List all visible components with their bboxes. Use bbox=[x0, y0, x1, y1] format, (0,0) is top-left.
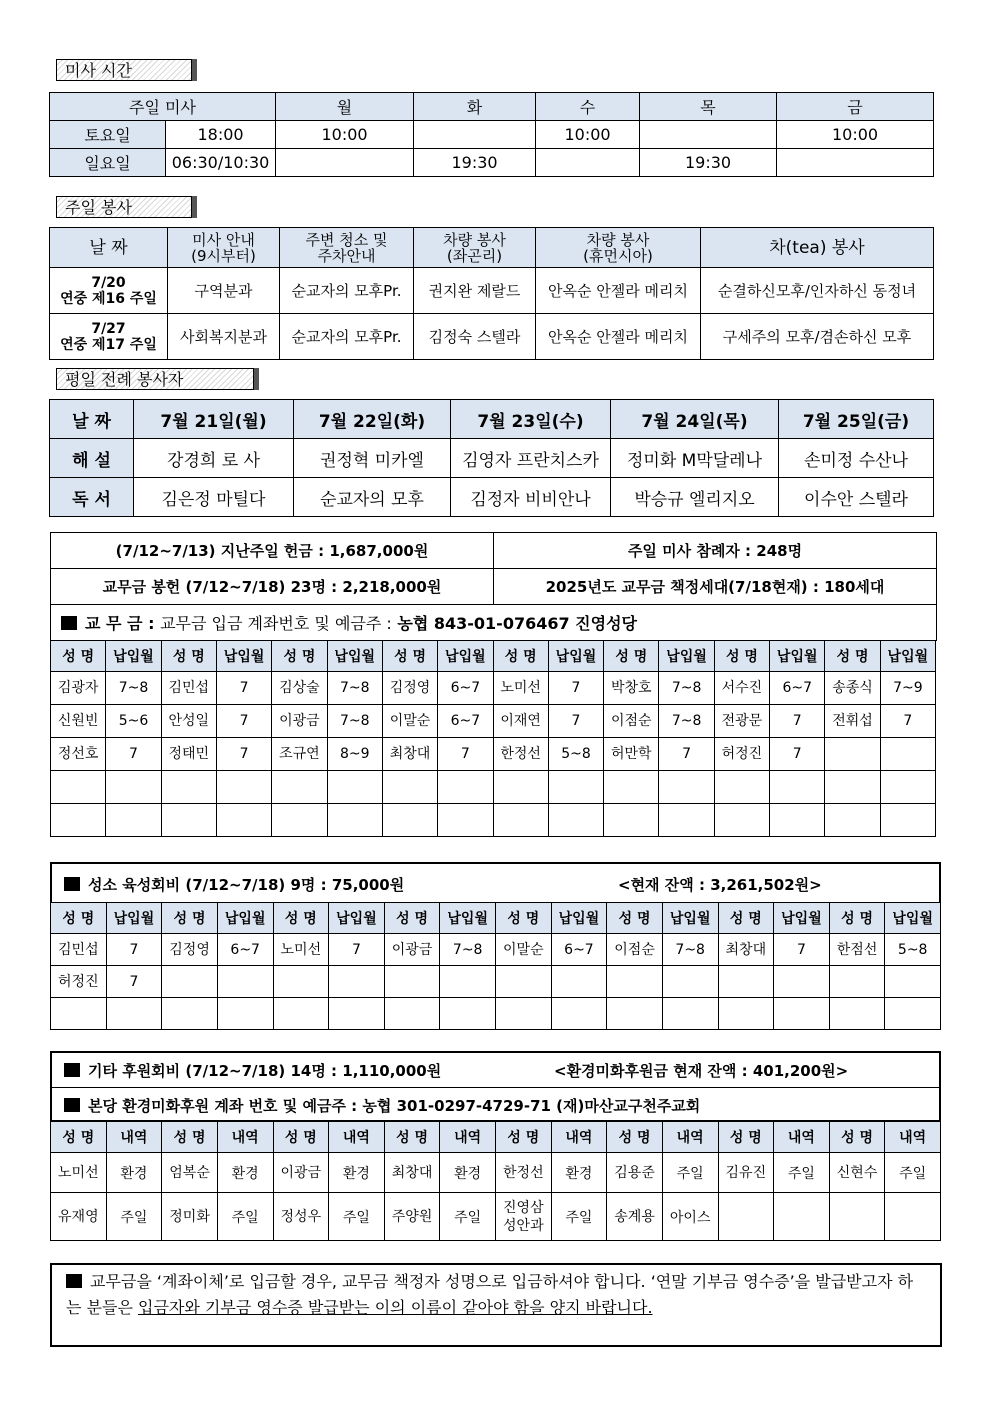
header-day: 7월 24일(목) bbox=[611, 400, 779, 439]
value-cell: 7 bbox=[548, 672, 603, 705]
value-cell: 6~7 bbox=[217, 934, 273, 966]
header-value: 납입월 bbox=[438, 641, 493, 672]
name-cell: 이광금 bbox=[272, 705, 327, 738]
header-fri: 금 bbox=[777, 93, 934, 121]
service-date: 7/20 연중 제16 주일 bbox=[50, 268, 168, 314]
sunday-service-table bbox=[49, 227, 934, 360]
name-cell: 김유진 bbox=[718, 1153, 774, 1193]
day-label: 일요일 bbox=[50, 149, 166, 177]
name-cell: 신원빈 bbox=[51, 705, 106, 738]
value-cell bbox=[551, 998, 607, 1030]
header-value: 납입월 bbox=[551, 903, 607, 934]
value-cell bbox=[106, 998, 162, 1030]
value-cell: 7~8 bbox=[440, 934, 496, 966]
service-cell: 안옥순 안젤라 메리치 bbox=[536, 314, 701, 360]
name-cell bbox=[714, 771, 769, 804]
header-value: 납입월 bbox=[548, 641, 603, 672]
name-cell: 한정선 bbox=[496, 1153, 552, 1193]
shrine-fund-title: 성소 육성회비 (7/12~7/18) 9명 : 75,000원 bbox=[88, 876, 405, 894]
value-cell bbox=[774, 1193, 830, 1241]
service-cell: 순결하신모후/인자하신 동정녀 bbox=[701, 268, 934, 314]
header-value: 내역 bbox=[551, 1122, 607, 1153]
value-cell: 주일 bbox=[217, 1193, 273, 1241]
value-cell: 환경 bbox=[217, 1153, 273, 1193]
value-cell: 7 bbox=[438, 738, 493, 771]
header-value: 내역 bbox=[440, 1122, 496, 1153]
header-name: 성 명 bbox=[273, 1122, 329, 1153]
value-cell: 주일 bbox=[551, 1193, 607, 1241]
name-cell: 엄복순 bbox=[162, 1153, 218, 1193]
shrine-fund-table bbox=[50, 902, 941, 1030]
header-name: 성 명 bbox=[162, 903, 218, 934]
value-cell bbox=[885, 998, 941, 1030]
value-cell: 7 bbox=[216, 738, 271, 771]
value-cell bbox=[327, 771, 382, 804]
header-value: 내역 bbox=[106, 1122, 162, 1153]
header-value: 납입월 bbox=[106, 641, 161, 672]
name-cell bbox=[496, 966, 552, 998]
name-cell bbox=[493, 804, 548, 837]
name-cell: 정성우 bbox=[273, 1193, 329, 1241]
value-cell: 7~8 bbox=[659, 705, 714, 738]
name-cell bbox=[829, 998, 885, 1030]
name-cell: 김정영 bbox=[382, 672, 437, 705]
dues-account-row: 교 무 금 : 교무금 입금 계좌번호 및 예금주 : 농협 843-01-076467 진영성당 bbox=[51, 605, 937, 641]
value-cell: 5~8 bbox=[885, 934, 941, 966]
value-cell: 6~7 bbox=[438, 705, 493, 738]
time-cell: 18:00 bbox=[166, 121, 276, 149]
header-car-1: 차량 봉사 (좌곤리) bbox=[414, 228, 536, 268]
header-value: 내역 bbox=[774, 1122, 830, 1153]
header-name: 성 명 bbox=[493, 641, 548, 672]
value-cell: 6~7 bbox=[438, 672, 493, 705]
notice-box: 교무금을 ‘계좌이체’로 입금할 경우, 교무금 책정자 성명으로 입금하셔야 합니다. ‘연말 기부금 영수증’을 발급받고자 하는 분들은 입금자와 기부금 영수증 발급받는 이의 이름이 같아야 함을 양지 바랍니다. bbox=[50, 1263, 942, 1347]
name-cell bbox=[825, 738, 880, 771]
name-cell: 노미선 bbox=[273, 934, 329, 966]
name-cell bbox=[51, 998, 107, 1030]
name-cell: 전광문 bbox=[714, 705, 769, 738]
value-cell: 주일 bbox=[662, 1153, 718, 1193]
header-name: 성 명 bbox=[51, 903, 107, 934]
value-cell: 6~7 bbox=[770, 672, 825, 705]
value-cell bbox=[885, 966, 941, 998]
liturgy-cell: 김영자 프란치스카 bbox=[451, 439, 611, 478]
value-cell bbox=[548, 771, 603, 804]
service-cell: 구역분과 bbox=[168, 268, 280, 314]
value-cell bbox=[438, 804, 493, 837]
value-cell: 주일 bbox=[440, 1193, 496, 1241]
name-cell: 이말순 bbox=[496, 934, 552, 966]
value-cell bbox=[662, 966, 718, 998]
value-cell: 6~7 bbox=[551, 934, 607, 966]
value-cell bbox=[880, 771, 935, 804]
square-bullet-icon bbox=[64, 1098, 80, 1112]
name-cell: 이말순 bbox=[382, 705, 437, 738]
value-cell bbox=[662, 998, 718, 1030]
time-cell: 19:30 bbox=[640, 149, 777, 177]
value-cell: 7 bbox=[659, 738, 714, 771]
header-name: 성 명 bbox=[51, 1122, 107, 1153]
shrine-fund-balance: <현재 잔액 : 3,261,502원> bbox=[618, 876, 822, 894]
value-cell: 주일 bbox=[329, 1193, 385, 1241]
name-cell bbox=[162, 998, 218, 1030]
value-cell: 7~8 bbox=[659, 672, 714, 705]
section-label-mass-times: 미사 시간 bbox=[56, 59, 192, 81]
dues-total: 교무금 봉헌 (7/12~7/18) 23명 : 2,218,000원 bbox=[51, 569, 494, 605]
name-cell bbox=[604, 804, 659, 837]
name-cell: 최창대 bbox=[384, 1153, 440, 1193]
name-cell: 한정선 bbox=[493, 738, 548, 771]
header-car-2: 차량 봉사 (휴먼시아) bbox=[536, 228, 701, 268]
last-sunday-offering: (7/12~7/13) 지난주일 헌금 : 1,687,000원 bbox=[51, 533, 494, 569]
liturgy-cell: 정미화 M막달레나 bbox=[611, 439, 779, 478]
header-name: 성 명 bbox=[714, 641, 769, 672]
name-cell bbox=[607, 998, 663, 1030]
value-cell bbox=[329, 998, 385, 1030]
header-day: 7월 22일(화) bbox=[294, 400, 451, 439]
name-cell: 허정진 bbox=[51, 966, 107, 998]
header-clean: 주변 청소 및 주차안내 bbox=[280, 228, 414, 268]
name-cell bbox=[384, 998, 440, 1030]
header-thu: 목 bbox=[640, 93, 777, 121]
name-cell bbox=[829, 1193, 885, 1241]
name-cell: 정태민 bbox=[161, 738, 216, 771]
service-cell: 김정숙 스텔라 bbox=[414, 314, 536, 360]
header-name: 성 명 bbox=[384, 1122, 440, 1153]
name-cell bbox=[382, 771, 437, 804]
name-cell: 정선호 bbox=[51, 738, 106, 771]
value-cell: 환경 bbox=[106, 1153, 162, 1193]
value-cell bbox=[438, 771, 493, 804]
header-name: 성 명 bbox=[829, 1122, 885, 1153]
day-label: 토요일 bbox=[50, 121, 166, 149]
square-bullet-icon bbox=[64, 1063, 80, 1077]
value-cell bbox=[106, 804, 161, 837]
value-cell: 환경 bbox=[329, 1153, 385, 1193]
service-date: 7/27 연중 제17 주일 bbox=[50, 314, 168, 360]
value-cell bbox=[440, 966, 496, 998]
header-value: 납입월 bbox=[774, 903, 830, 934]
value-cell: 7~8 bbox=[106, 672, 161, 705]
name-cell: 김용준 bbox=[607, 1153, 663, 1193]
name-cell bbox=[272, 771, 327, 804]
header-day: 7월 21일(월) bbox=[134, 400, 294, 439]
header-value: 납입월 bbox=[216, 641, 271, 672]
liturgy-cell: 손미정 수산나 bbox=[779, 439, 934, 478]
name-cell: 허정진 bbox=[714, 738, 769, 771]
weekday-liturgy-table bbox=[49, 399, 934, 517]
value-cell: 7 bbox=[774, 934, 830, 966]
other-fund-balance: <환경미화후원금 현재 잔액 : 401,200원> bbox=[554, 1062, 849, 1080]
header-name: 성 명 bbox=[829, 903, 885, 934]
value-cell bbox=[217, 966, 273, 998]
value-cell bbox=[659, 804, 714, 837]
name-cell: 김광자 bbox=[51, 672, 106, 705]
header-value: 내역 bbox=[662, 1122, 718, 1153]
value-cell bbox=[774, 998, 830, 1030]
name-cell bbox=[496, 998, 552, 1030]
dues-payment-table bbox=[50, 640, 936, 837]
name-cell bbox=[607, 966, 663, 998]
value-cell: 아이스 bbox=[662, 1193, 718, 1241]
name-cell: 최창대 bbox=[718, 934, 774, 966]
time-cell: 10:00 bbox=[536, 121, 640, 149]
mass-attendance: 주일 미사 참례자 : 248명 bbox=[494, 533, 937, 569]
header-value: 납입월 bbox=[659, 641, 714, 672]
value-cell: 8~9 bbox=[327, 738, 382, 771]
name-cell bbox=[493, 771, 548, 804]
name-cell bbox=[604, 771, 659, 804]
role-reading: 독 서 bbox=[50, 478, 134, 517]
value-cell bbox=[551, 966, 607, 998]
header-value: 납입월 bbox=[329, 903, 385, 934]
value-cell bbox=[880, 738, 935, 771]
name-cell bbox=[714, 804, 769, 837]
liturgy-cell: 강경희 로 사 bbox=[134, 439, 294, 478]
value-cell: 7 bbox=[329, 934, 385, 966]
other-fund-title: 기타 후원회비 (7/12~7/18) 14명 : 1,110,000원 bbox=[88, 1062, 442, 1080]
name-cell bbox=[161, 804, 216, 837]
header-guide: 미사 안내 (9시부터) bbox=[168, 228, 280, 268]
name-cell: 이재연 bbox=[493, 705, 548, 738]
value-cell bbox=[770, 804, 825, 837]
value-cell: 주일 bbox=[106, 1193, 162, 1241]
header-name: 성 명 bbox=[273, 903, 329, 934]
value-cell: 7~8 bbox=[662, 934, 718, 966]
value-cell: 7 bbox=[106, 934, 162, 966]
service-cell: 순교자의 모후Pr. bbox=[280, 314, 414, 360]
value-cell: 7 bbox=[106, 966, 162, 998]
liturgy-cell: 박승규 엘리지오 bbox=[611, 478, 779, 517]
name-cell: 전휘섭 bbox=[825, 705, 880, 738]
name-cell bbox=[718, 966, 774, 998]
name-cell: 이점순 bbox=[607, 934, 663, 966]
value-cell: 7 bbox=[216, 705, 271, 738]
other-fund-account: 본당 환경미화후원 계좌 번호 및 예금주 : 농협 301-0297-4729-71 (재)마산교구천주교회 bbox=[88, 1097, 701, 1115]
name-cell: 박창호 bbox=[604, 672, 659, 705]
name-cell: 노미선 bbox=[51, 1153, 107, 1193]
value-cell bbox=[880, 804, 935, 837]
name-cell bbox=[829, 966, 885, 998]
name-cell bbox=[273, 998, 329, 1030]
name-cell bbox=[273, 966, 329, 998]
value-cell: 7 bbox=[106, 738, 161, 771]
header-value: 납입월 bbox=[327, 641, 382, 672]
time-cell bbox=[777, 149, 934, 177]
header-value: 납입월 bbox=[662, 903, 718, 934]
header-name: 성 명 bbox=[718, 1122, 774, 1153]
name-cell bbox=[382, 804, 437, 837]
value-cell bbox=[217, 998, 273, 1030]
name-cell: 신현수 bbox=[829, 1153, 885, 1193]
name-cell: 김정영 bbox=[162, 934, 218, 966]
square-bullet-icon bbox=[66, 1274, 82, 1288]
name-cell bbox=[51, 771, 106, 804]
header-name: 성 명 bbox=[604, 641, 659, 672]
value-cell bbox=[216, 771, 271, 804]
mass-times-table bbox=[49, 92, 934, 177]
header-day: 7월 25일(금) bbox=[779, 400, 934, 439]
name-cell: 최창대 bbox=[382, 738, 437, 771]
header-name: 성 명 bbox=[382, 641, 437, 672]
name-cell bbox=[162, 966, 218, 998]
header-mon: 월 bbox=[276, 93, 414, 121]
time-cell bbox=[276, 149, 414, 177]
name-cell: 유재영 bbox=[51, 1193, 107, 1241]
name-cell bbox=[825, 771, 880, 804]
name-cell: 김상술 bbox=[272, 672, 327, 705]
value-cell bbox=[770, 771, 825, 804]
header-day: 7월 23일(수) bbox=[451, 400, 611, 439]
header-name: 성 명 bbox=[161, 641, 216, 672]
header-tue: 화 bbox=[414, 93, 536, 121]
value-cell: 7 bbox=[216, 672, 271, 705]
header-name: 성 명 bbox=[162, 1122, 218, 1153]
header-name: 성 명 bbox=[825, 641, 880, 672]
time-cell: 10:00 bbox=[276, 121, 414, 149]
other-fund-table bbox=[50, 1121, 941, 1241]
header-value: 납입월 bbox=[880, 641, 935, 672]
value-cell: 5~8 bbox=[548, 738, 603, 771]
header-value: 내역 bbox=[329, 1122, 385, 1153]
name-cell: 이광금 bbox=[384, 934, 440, 966]
other-fund-header bbox=[50, 1051, 941, 1122]
name-cell: 서수진 bbox=[714, 672, 769, 705]
value-cell: 환경 bbox=[551, 1153, 607, 1193]
service-cell: 순교자의 모후Pr. bbox=[280, 268, 414, 314]
header-name: 성 명 bbox=[607, 903, 663, 934]
header-name: 성 명 bbox=[384, 903, 440, 934]
dues-households: 2025년도 교무금 책정세대(7/18현재) : 180세대 bbox=[494, 569, 937, 605]
value-cell bbox=[774, 966, 830, 998]
notice-underlined: 입금자와 기부금 영수증 발급받는 이의 이름이 같아야 함을 양지 바랍니다. bbox=[138, 1298, 653, 1317]
value-cell bbox=[216, 804, 271, 837]
name-cell: 김민섭 bbox=[161, 672, 216, 705]
name-cell: 이점순 bbox=[604, 705, 659, 738]
time-cell bbox=[536, 149, 640, 177]
value-cell bbox=[327, 804, 382, 837]
header-name: 성 명 bbox=[718, 903, 774, 934]
header-name: 성 명 bbox=[607, 1122, 663, 1153]
value-cell bbox=[659, 771, 714, 804]
value-cell: 7 bbox=[770, 705, 825, 738]
name-cell bbox=[718, 998, 774, 1030]
header-value: 내역 bbox=[217, 1122, 273, 1153]
time-cell bbox=[414, 121, 536, 149]
value-cell: 7 bbox=[770, 738, 825, 771]
name-cell: 한점선 bbox=[829, 934, 885, 966]
header-value: 납입월 bbox=[106, 903, 162, 934]
name-cell: 조규연 bbox=[272, 738, 327, 771]
liturgy-cell: 권정혁 미카엘 bbox=[294, 439, 451, 478]
name-cell: 정미화 bbox=[162, 1193, 218, 1241]
service-cell: 구세주의 모후/겸손하신 모후 bbox=[701, 314, 934, 360]
service-cell: 권지완 제랄드 bbox=[414, 268, 536, 314]
name-cell bbox=[825, 804, 880, 837]
value-cell bbox=[329, 966, 385, 998]
header-name: 성 명 bbox=[496, 1122, 552, 1153]
header-name: 성 명 bbox=[272, 641, 327, 672]
name-cell: 송계용 bbox=[607, 1193, 663, 1241]
header-tea: 차(tea) 봉사 bbox=[701, 228, 934, 268]
value-cell: 주일 bbox=[885, 1153, 941, 1193]
role-commentary: 해 설 bbox=[50, 439, 134, 478]
square-bullet-icon bbox=[64, 877, 80, 891]
name-cell bbox=[161, 771, 216, 804]
name-cell bbox=[718, 1193, 774, 1241]
header-sunday-mass: 주일 미사 bbox=[50, 93, 276, 121]
time-cell: 19:30 bbox=[414, 149, 536, 177]
header-value: 납입월 bbox=[217, 903, 273, 934]
name-cell: 주양원 bbox=[384, 1193, 440, 1241]
time-cell: 10:00 bbox=[777, 121, 934, 149]
name-cell: 진영삼 성안과 bbox=[496, 1193, 552, 1241]
name-cell: 이광금 bbox=[273, 1153, 329, 1193]
shrine-fund-header bbox=[50, 862, 941, 904]
value-cell: 7~9 bbox=[880, 672, 935, 705]
value-cell bbox=[106, 771, 161, 804]
time-cell bbox=[640, 121, 777, 149]
value-cell: 7 bbox=[548, 705, 603, 738]
liturgy-cell: 김은정 마틸다 bbox=[134, 478, 294, 517]
header-name: 성 명 bbox=[496, 903, 552, 934]
header-value: 납입월 bbox=[440, 903, 496, 934]
name-cell: 안성일 bbox=[161, 705, 216, 738]
header-wed: 수 bbox=[536, 93, 640, 121]
service-cell: 안옥순 안젤라 메리치 bbox=[536, 268, 701, 314]
time-cell: 06:30/10:30 bbox=[166, 149, 276, 177]
offering-summary-table bbox=[50, 532, 937, 641]
value-cell bbox=[885, 1193, 941, 1241]
value-cell: 7~8 bbox=[327, 672, 382, 705]
value-cell: 7~8 bbox=[327, 705, 382, 738]
value-cell: 5~6 bbox=[106, 705, 161, 738]
square-bullet-icon bbox=[61, 616, 77, 630]
liturgy-cell: 이수안 스텔라 bbox=[779, 478, 934, 517]
name-cell: 노미선 bbox=[493, 672, 548, 705]
liturgy-cell: 김정자 비비안나 bbox=[451, 478, 611, 517]
header-value: 납입월 bbox=[885, 903, 941, 934]
header-name: 성 명 bbox=[51, 641, 106, 672]
liturgy-cell: 순교자의 모후 bbox=[294, 478, 451, 517]
name-cell: 김민섭 bbox=[51, 934, 107, 966]
value-cell: 7 bbox=[880, 705, 935, 738]
value-cell bbox=[548, 804, 603, 837]
name-cell bbox=[272, 804, 327, 837]
value-cell: 환경 bbox=[440, 1153, 496, 1193]
value-cell bbox=[440, 998, 496, 1030]
header-date: 날 짜 bbox=[50, 400, 134, 439]
header-value: 납입월 bbox=[770, 641, 825, 672]
header-date: 날 짜 bbox=[50, 228, 168, 268]
service-cell: 사회복지분과 bbox=[168, 314, 280, 360]
name-cell bbox=[384, 966, 440, 998]
name-cell: 허만학 bbox=[604, 738, 659, 771]
section-label-sunday-service: 주일 봉사 bbox=[56, 196, 192, 218]
name-cell bbox=[51, 804, 106, 837]
section-label-weekday-liturgy: 평일 전례 봉사자 bbox=[56, 368, 254, 390]
name-cell: 송종식 bbox=[825, 672, 880, 705]
value-cell: 주일 bbox=[774, 1153, 830, 1193]
header-value: 내역 bbox=[885, 1122, 941, 1153]
